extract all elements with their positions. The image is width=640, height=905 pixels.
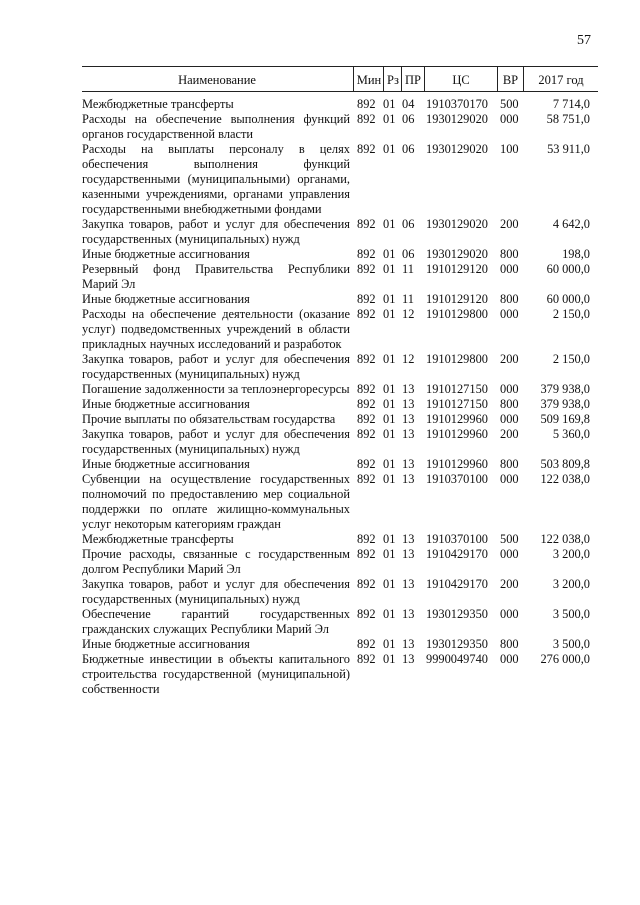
table-row	[0, 292, 640, 307]
row-min: 892	[357, 412, 376, 426]
row-sum: 122 038,0	[540, 472, 590, 486]
row-min: 892	[357, 577, 376, 591]
row-vr: 000	[500, 607, 519, 621]
row-rz: 01	[383, 412, 396, 426]
row-cs: 1930129020	[426, 217, 488, 231]
row-vr: 000	[500, 472, 519, 486]
row-cs: 9990049740	[426, 652, 488, 666]
row-rz: 01	[383, 382, 396, 396]
table-row	[0, 382, 640, 397]
header-pr: ПР	[405, 73, 421, 87]
row-pr: 13	[402, 412, 415, 426]
row-rz: 01	[383, 472, 396, 486]
row-name: Закупка товаров, работ и услуг для обеспечения государственных (муниципальных) нужд	[82, 577, 350, 606]
row-vr: 200	[500, 427, 519, 441]
row-vr: 100	[500, 142, 519, 156]
row-sum: 60 000,0	[546, 262, 590, 276]
row-cs: 1910429170	[426, 577, 488, 591]
row-vr: 000	[500, 307, 519, 321]
row-min: 892	[357, 382, 376, 396]
row-name: Иные бюджетные ассигнования	[82, 292, 250, 306]
page-number: 57	[577, 33, 591, 48]
row-vr: 200	[500, 352, 519, 366]
row-vr: 000	[500, 547, 519, 561]
row-sum: 2 150,0	[552, 352, 590, 366]
row-name: Иные бюджетные ассигнования	[82, 457, 250, 471]
row-rz: 01	[383, 397, 396, 411]
header-min: Мин	[356, 73, 382, 87]
row-vr: 500	[500, 97, 519, 111]
header-year: 2017 год	[538, 73, 584, 87]
row-cs: 1910370170	[426, 97, 488, 111]
row-rz: 01	[383, 262, 396, 276]
row-min: 892	[357, 97, 376, 111]
row-vr: 800	[500, 637, 519, 651]
table-top-rule	[82, 66, 598, 67]
row-pr: 06	[402, 112, 415, 126]
row-sum: 4 642,0	[552, 217, 590, 231]
table-row	[0, 532, 640, 547]
table-row	[0, 217, 640, 247]
row-name: Резервный фонд Правительства Республики Марий Эл	[82, 262, 350, 291]
row-cs: 1930129350	[426, 637, 488, 651]
row-rz: 01	[383, 97, 396, 111]
row-pr: 13	[402, 607, 415, 621]
row-sum: 509 169,8	[540, 412, 590, 426]
row-rz: 01	[383, 217, 396, 231]
row-pr: 13	[402, 382, 415, 396]
row-name: Закупка товаров, работ и услуг для обеспечения государственных (муниципальных) нужд	[82, 427, 350, 456]
table-row	[0, 352, 640, 382]
row-pr: 12	[402, 307, 415, 321]
table-row	[0, 307, 640, 352]
row-pr: 13	[402, 427, 415, 441]
row-cs: 1910129120	[426, 262, 488, 276]
row-name: Погашение задолженности за теплоэнергоресурсы	[82, 382, 350, 396]
row-cs: 1910370100	[426, 532, 488, 546]
row-name: Расходы на обеспечение выполнения функций органов государственной власти	[82, 112, 350, 141]
row-vr: 200	[500, 217, 519, 231]
row-sum: 2 150,0	[552, 307, 590, 321]
row-rz: 01	[383, 607, 396, 621]
row-pr: 13	[402, 547, 415, 561]
table-row	[0, 472, 640, 532]
row-name: Расходы на выплаты персоналу в целях обеспечения выполнения функций государственными (муниципальными) органами, казенными учреждениями, органами управления государственными внебюджетными фондами	[82, 142, 350, 216]
table-row	[0, 112, 640, 142]
row-cs: 1910127150	[426, 382, 488, 396]
row-min: 892	[357, 112, 376, 126]
row-min: 892	[357, 472, 376, 486]
table-header	[82, 71, 598, 90]
table-row	[0, 547, 640, 577]
row-cs: 1910127150	[426, 397, 488, 411]
row-rz: 01	[383, 577, 396, 591]
row-name: Иные бюджетные ассигнования	[82, 247, 250, 261]
row-sum: 122 038,0	[540, 532, 590, 546]
row-name: Межбюджетные трансферты	[82, 532, 234, 546]
row-min: 892	[357, 352, 376, 366]
table-row	[0, 427, 640, 457]
row-name: Межбюджетные трансферты	[82, 97, 234, 111]
row-cs: 1910129800	[426, 307, 488, 321]
row-name: Прочие расходы, связанные с государственным долгом Республики Марий Эл	[82, 547, 350, 576]
table-row	[0, 97, 640, 112]
row-pr: 11	[402, 292, 414, 306]
header-separator	[401, 67, 402, 91]
row-pr: 13	[402, 532, 415, 546]
row-cs: 1930129020	[426, 142, 488, 156]
row-cs: 1930129350	[426, 607, 488, 621]
row-vr: 800	[500, 247, 519, 261]
table-row	[0, 577, 640, 607]
row-cs: 1910129960	[426, 412, 488, 426]
row-pr: 06	[402, 142, 415, 156]
row-min: 892	[357, 637, 376, 651]
row-rz: 01	[383, 112, 396, 126]
row-pr: 13	[402, 652, 415, 666]
row-vr: 000	[500, 112, 519, 126]
row-rz: 01	[383, 457, 396, 471]
row-name: Расходы на обеспечение деятельности (оказание услуг) подведомственных учреждений в области прикладных научных исследований и разработок	[82, 307, 350, 351]
row-rz: 01	[383, 352, 396, 366]
header-separator	[383, 67, 384, 91]
row-name: Иные бюджетные ассигнования	[82, 397, 250, 411]
table-row	[0, 652, 640, 697]
table-row	[0, 457, 640, 472]
row-cs: 1930129020	[426, 112, 488, 126]
row-cs: 1910370100	[426, 472, 488, 486]
row-min: 892	[357, 457, 376, 471]
row-rz: 01	[383, 427, 396, 441]
header-name: Наименование	[178, 73, 256, 87]
row-vr: 000	[500, 262, 519, 276]
row-rz: 01	[383, 247, 396, 261]
row-vr: 500	[500, 532, 519, 546]
header-separator	[497, 67, 498, 91]
table-row	[0, 397, 640, 412]
row-sum: 5 360,0	[552, 427, 590, 441]
row-name: Субвенции на осуществление государственных полномочий по предоставлению мер социальной поддержки по оплате жилищно-коммунальных услуг некоторым категориям граждан	[82, 472, 350, 531]
header-rz: Рз	[387, 73, 399, 87]
table-row	[0, 412, 640, 427]
row-rz: 01	[383, 637, 396, 651]
table-header-rule	[82, 91, 598, 92]
header-cs: ЦС	[452, 73, 470, 87]
row-sum: 379 938,0	[540, 397, 590, 411]
row-rz: 01	[383, 142, 396, 156]
row-sum: 3 500,0	[552, 607, 590, 621]
row-sum: 276 000,0	[540, 652, 590, 666]
row-name: Прочие выплаты по обязательствам государства	[82, 412, 336, 426]
row-vr: 800	[500, 457, 519, 471]
row-cs: 1930129020	[426, 247, 488, 261]
row-sum: 58 751,0	[546, 112, 590, 126]
row-pr: 06	[402, 247, 415, 261]
row-min: 892	[357, 307, 376, 321]
row-pr: 13	[402, 637, 415, 651]
row-name: Обеспечение гарантий государственных гражданских служащих Республики Марий Эл	[82, 607, 350, 636]
row-name: Бюджетные инвестиции в объекты капитального строительства государственной (муниципальной) собственности	[82, 652, 350, 696]
row-pr: 13	[402, 397, 415, 411]
table-row	[0, 607, 640, 637]
row-vr: 000	[500, 382, 519, 396]
row-sum: 3 200,0	[552, 547, 590, 561]
row-min: 892	[357, 217, 376, 231]
row-min: 892	[357, 652, 376, 666]
row-sum: 379 938,0	[540, 382, 590, 396]
row-sum: 53 911,0	[547, 142, 590, 156]
row-vr: 800	[500, 292, 519, 306]
row-sum: 3 200,0	[552, 577, 590, 591]
row-pr: 13	[402, 472, 415, 486]
row-name: Закупка товаров, работ и услуг для обеспечения государственных (муниципальных) нужд	[82, 217, 350, 246]
row-min: 892	[357, 532, 376, 546]
header-separator	[353, 67, 354, 91]
table-row	[0, 637, 640, 652]
row-pr: 13	[402, 577, 415, 591]
row-rz: 01	[383, 307, 396, 321]
row-min: 892	[357, 292, 376, 306]
row-cs: 1910429170	[426, 547, 488, 561]
row-pr: 11	[402, 262, 414, 276]
header-separator	[424, 67, 425, 91]
row-cs: 1910129960	[426, 427, 488, 441]
table-body	[0, 97, 640, 697]
header-separator	[523, 67, 524, 91]
row-cs: 1910129960	[426, 457, 488, 471]
row-pr: 12	[402, 352, 415, 366]
row-name: Иные бюджетные ассигнования	[82, 637, 250, 651]
row-min: 892	[357, 142, 376, 156]
row-min: 892	[357, 262, 376, 276]
row-pr: 04	[402, 97, 415, 111]
row-vr: 000	[500, 652, 519, 666]
row-rz: 01	[383, 292, 396, 306]
row-min: 892	[357, 547, 376, 561]
row-rz: 01	[383, 532, 396, 546]
header-vr: ВР	[502, 73, 519, 87]
row-rz: 01	[383, 652, 396, 666]
row-min: 892	[357, 427, 376, 441]
row-sum: 503 809,8	[540, 457, 590, 471]
row-vr: 800	[500, 397, 519, 411]
row-rz: 01	[383, 547, 396, 561]
row-sum: 60 000,0	[546, 292, 590, 306]
row-vr: 200	[500, 577, 519, 591]
table-row	[0, 262, 640, 292]
row-cs: 1910129120	[426, 292, 488, 306]
row-min: 892	[357, 247, 376, 261]
row-pr: 06	[402, 217, 415, 231]
table-row	[0, 142, 640, 217]
row-sum: 7 714,0	[552, 97, 590, 111]
row-sum: 3 500,0	[552, 637, 590, 651]
row-vr: 000	[500, 412, 519, 426]
row-name: Закупка товаров, работ и услуг для обеспечения государственных (муниципальных) нужд	[82, 352, 350, 381]
table-row	[0, 247, 640, 262]
row-cs: 1910129800	[426, 352, 488, 366]
row-min: 892	[357, 397, 376, 411]
row-min: 892	[357, 607, 376, 621]
row-pr: 13	[402, 457, 415, 471]
row-sum: 198,0	[562, 247, 590, 261]
